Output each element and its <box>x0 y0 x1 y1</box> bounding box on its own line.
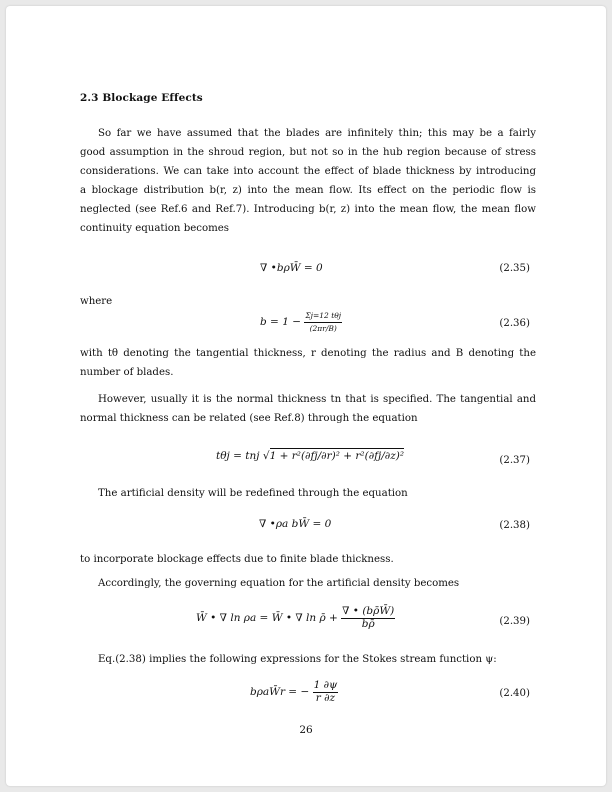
paragraph-tangential <box>80 344 536 382</box>
eq-fraction <box>304 310 342 334</box>
eq-fraction <box>313 680 339 704</box>
eq-denominator: bρ̄ <box>361 618 375 630</box>
equation-2-35: ∇ •bρW̄ = 0 <box>260 262 323 274</box>
eq-fraction <box>341 606 395 630</box>
text-line: good assumption in the shroud region, but not so in the hub region because of stress <box>80 147 536 158</box>
text-where: where <box>80 296 113 307</box>
text-line: continuity equation becomes <box>80 223 229 234</box>
equation-number: (2.35) <box>499 263 530 274</box>
paragraph-artificial-density: The artificial density will be redefined through the equation <box>98 488 408 499</box>
equation-number: (2.36) <box>499 318 530 329</box>
equation-2-38: ∇ •ρa bW̄ = 0 <box>259 518 332 530</box>
text-line: considerations. We can take into account the effect of blade thickness by introducing <box>80 166 536 177</box>
text-line: normal thickness can be related (see Ref.8) through the equation <box>80 413 418 424</box>
paragraph-accordingly: Accordingly, the governing equation for the artificial density becomes <box>98 578 460 589</box>
text-line: with tθ denoting the tangential thickness, r denoting the radius and B denoting the <box>80 348 536 359</box>
equation-number: (2.40) <box>499 688 530 699</box>
eq-lhs: bρaW̄r = − <box>250 686 310 698</box>
text-line: So far we have assumed that the blades are infinitely thin; this may be a fairly <box>98 128 536 139</box>
text-line: However, usually it is the normal thickness tn that is specified. The tangential and <box>98 394 536 405</box>
paragraph-stream-function: Eq.(2.38) implies the following expressions for the Stokes stream function ψ: <box>98 654 497 665</box>
equation-2-37 <box>216 450 404 462</box>
equation-2-40 <box>250 680 338 704</box>
paragraph-incorporate: to incorporate blockage effects due to finite blade thickness. <box>80 554 394 565</box>
text-line: number of blades. <box>80 367 174 378</box>
equation-number: (2.38) <box>499 520 530 531</box>
section-heading: 2.3 Blockage Effects <box>80 92 203 104</box>
equation-2-36 <box>260 310 342 334</box>
eq-numerator: ∇ • (bρ̄W̄) <box>342 605 395 617</box>
eq-radicand: 1 + r²(∂fj/∂r)² + r²(∂fj/∂z)² <box>269 450 405 462</box>
paragraph-intro <box>80 124 536 238</box>
eq-denominator: (2πr/B) <box>309 324 337 333</box>
eq-lhs: W̄ • ∇ ln ρa = W̄ • ∇ ln ρ̄ + <box>196 612 338 624</box>
paragraph-normal-thickness <box>80 390 536 428</box>
text-line: neglected (see Ref.6 and Ref.7). Introducing b(r, z) into the mean flow, the mean flow <box>80 204 536 215</box>
equation-number: (2.39) <box>499 616 530 627</box>
text-line: a blockage distribution b(r, z) into the mean flow. Its effect on the periodic flow is <box>80 185 536 196</box>
page-number: 26 <box>299 724 313 736</box>
eq-lhs: b = 1 − <box>260 316 302 328</box>
equation-number: (2.37) <box>499 455 530 466</box>
sqrt-icon: √ <box>262 450 270 462</box>
eq-denominator: r ∂z <box>315 692 336 704</box>
eq-lhs: tθj = tnj <box>216 450 260 462</box>
equation-2-39 <box>196 606 395 630</box>
eq-numerator: Σj=12 tθj <box>304 310 342 323</box>
eq-numerator: 1 ∂ψ <box>313 679 338 691</box>
